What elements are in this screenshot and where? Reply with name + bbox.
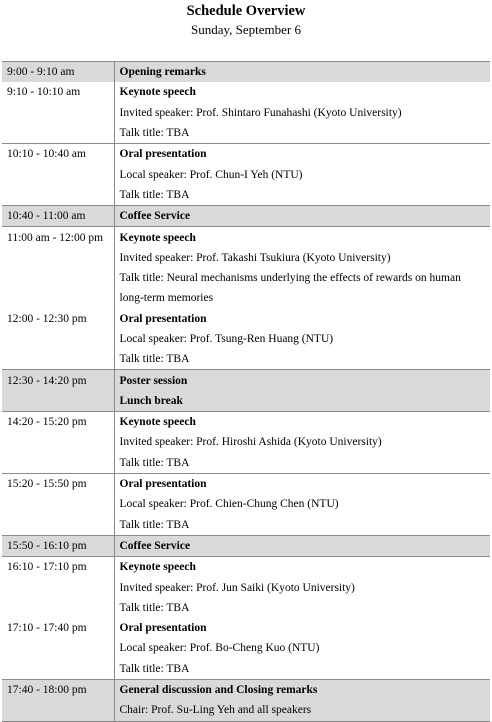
schedule-row — [2, 473, 490, 494]
session-title: Coffee Service — [114, 206, 490, 227]
session-time: 10:40 - 11:00 am — [2, 206, 114, 227]
page-title: Schedule Overview — [186, 3, 306, 19]
schedule-row — [2, 103, 490, 123]
schedule-row — [2, 618, 490, 638]
schedule-row — [2, 349, 490, 370]
schedule-row — [2, 329, 490, 349]
session-time: 15:20 - 15:50 pm — [2, 473, 114, 494]
session-title: Oral presentation — [119, 622, 207, 635]
session-speaker: Invited speaker: Prof. Shintaro Funahashi (Kyoto University) — [119, 106, 402, 119]
session-time: 11:00 am - 12:00 pm — [2, 227, 114, 248]
session-title: Coffee Service — [114, 535, 490, 556]
schedule-row — [2, 185, 490, 206]
session-title: Keynote speech — [119, 86, 196, 99]
session-time: 16:10 - 17:10 pm — [2, 557, 114, 578]
session-title: Keynote speech — [114, 557, 490, 578]
session-title: Poster session — [114, 370, 490, 391]
session-title: Oral presentation — [119, 312, 207, 325]
session-time: 9:10 - 10:10 am — [2, 82, 114, 102]
schedule-row — [2, 515, 490, 536]
session-talk-title: Talk title: TBA — [119, 353, 190, 366]
session-chair: Chair: Prof. Su-Ling Yeh and all speakers — [114, 700, 490, 721]
schedule-row — [2, 123, 490, 144]
schedule-row — [2, 598, 490, 618]
session-time: 12:00 - 12:30 pm — [2, 309, 114, 329]
schedule-row — [2, 248, 490, 268]
session-talk-title: Talk title: TBA — [119, 518, 190, 531]
schedule-row — [2, 370, 490, 391]
session-title: Keynote speech — [114, 412, 490, 433]
schedule-row — [2, 288, 490, 308]
schedule-row — [2, 638, 490, 658]
schedule-row — [2, 82, 490, 102]
session-speaker: Invited speaker: Prof. Takashi Tsukiura (Kyoto University) — [119, 251, 391, 264]
schedule-row — [2, 309, 490, 329]
schedule-row — [2, 557, 490, 578]
schedule-row — [2, 535, 490, 556]
session-time: 17:40 - 18:00 pm — [2, 679, 114, 700]
schedule-row — [2, 144, 490, 165]
session-speaker: Local speaker: Prof. Bo-Cheng Kuo (NTU) — [119, 642, 320, 655]
session-time: 15:50 - 16:10 pm — [2, 535, 114, 556]
schedule-row — [2, 62, 490, 83]
session-talk-title: Talk title: TBA — [119, 456, 190, 469]
schedule-row — [2, 268, 490, 288]
schedule-row — [2, 577, 490, 597]
session-title: Oral presentation — [114, 144, 490, 165]
session-time: 12:30 - 14:20 pm — [2, 370, 114, 391]
session-title: General discussion and Closing remarks — [114, 679, 490, 700]
session-talk-title: Talk title: Neural mechanisms underlying the effects of rewards on human — [119, 272, 461, 285]
session-talk-title: Talk title: TBA — [119, 662, 190, 675]
schedule-row — [2, 227, 490, 248]
session-time: 17:10 - 17:40 pm — [2, 618, 114, 638]
session-speaker: Local speaker: Prof. Chien-Chung Chen (NTU) — [119, 498, 339, 511]
session-speaker: Local speaker: Prof. Chun-I Yeh (NTU) — [119, 168, 303, 181]
session-title: Oral presentation — [114, 473, 490, 494]
session-title: Lunch break — [114, 391, 490, 412]
session-time: 9:00 - 9:10 am — [2, 62, 114, 83]
session-time: 10:10 - 10:40 am — [2, 144, 114, 165]
session-talk-title: Talk title: TBA — [119, 601, 190, 614]
session-talk-title: Talk title: TBA — [119, 127, 190, 140]
session-speaker: Local speaker: Prof. Tsung-Ren Huang (NTU) — [119, 333, 334, 345]
session-title: Opening remarks — [114, 62, 490, 83]
session-speaker: Invited speaker: Prof. Jun Saiki (Kyoto University) — [119, 581, 355, 594]
session-talk-title: Talk title: TBA — [119, 188, 190, 201]
schedule-row — [2, 453, 490, 474]
schedule-row — [2, 494, 490, 514]
schedule-row — [2, 679, 490, 700]
session-speaker: Invited speaker: Prof. Hiroshi Ashida (Kyoto University) — [119, 436, 382, 449]
schedule-row — [2, 412, 490, 433]
schedule-row — [2, 659, 490, 680]
page-date: Sunday, September 6 — [191, 22, 301, 37]
schedule-row — [2, 432, 490, 452]
schedule-row — [2, 164, 490, 184]
schedule-row — [2, 391, 490, 412]
schedule-row — [2, 206, 490, 227]
schedule-table — [2, 61, 490, 722]
session-talk-title-continued: long-term memories — [119, 292, 214, 305]
session-time: 14:20 - 15:20 pm — [2, 412, 114, 433]
session-title: Keynote speech — [114, 227, 490, 248]
page-header — [0, 0, 492, 40]
